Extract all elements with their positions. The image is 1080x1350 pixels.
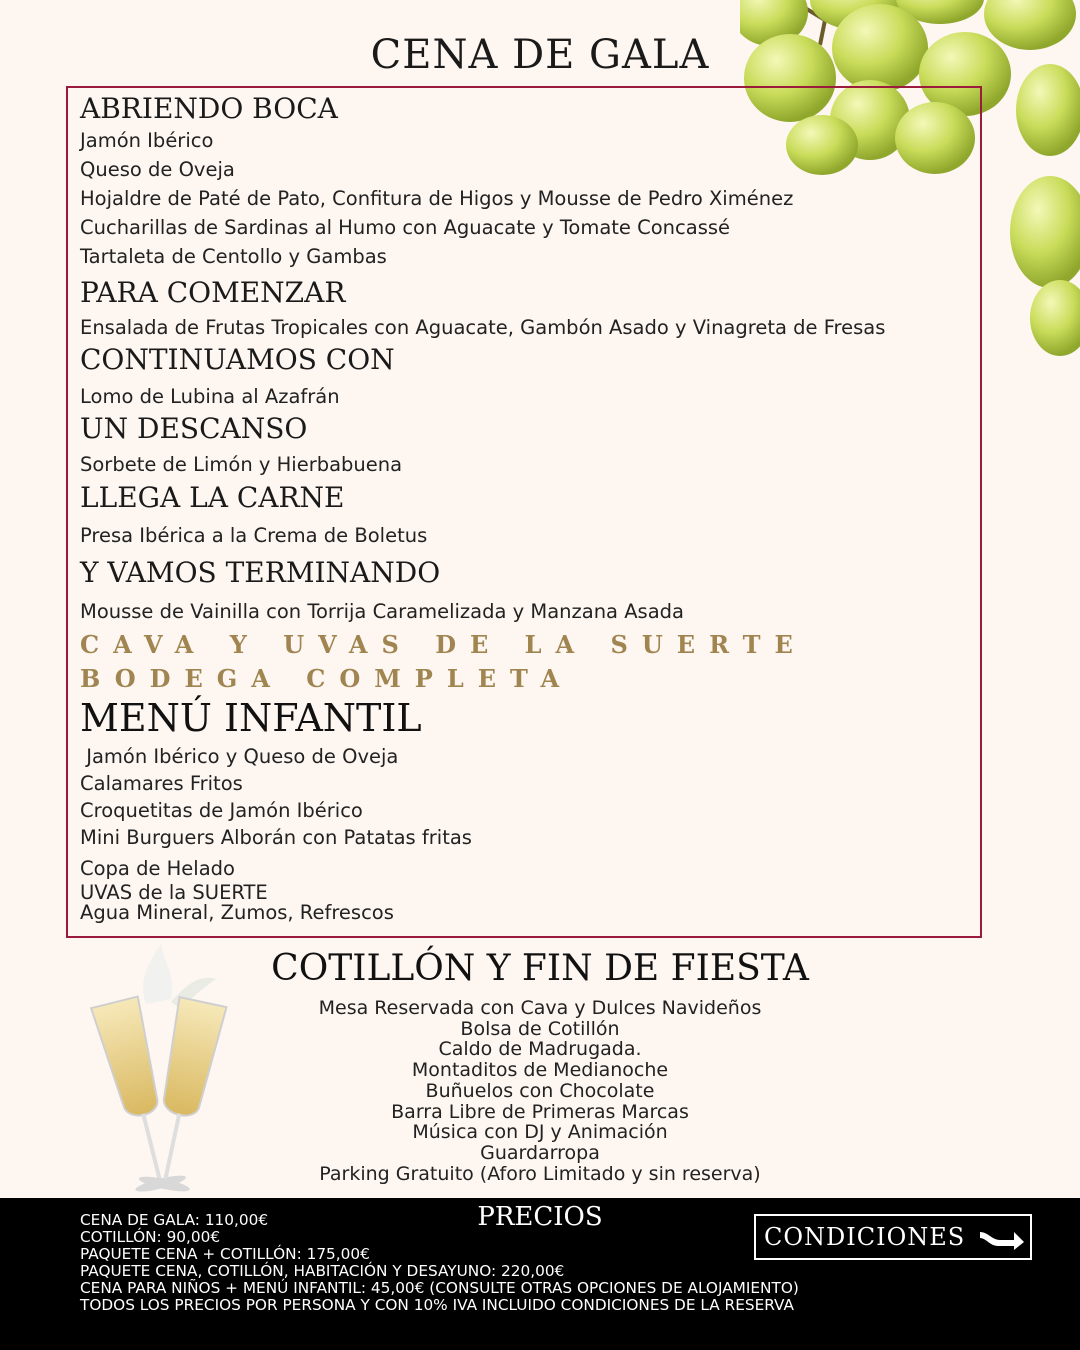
- menu-item: Cucharillas de Sardinas al Humo con Aguacate y Tomate Concassé: [80, 216, 731, 239]
- conditions-button[interactable]: [754, 1214, 1032, 1260]
- page-title: CENA DE GALA: [370, 32, 710, 78]
- drinks-line: BODEGA COMPLETA: [80, 664, 574, 693]
- menu-item: Hojaldre de Paté de Pato, Confitura de Higos y Mousse de Pedro Ximénez: [80, 187, 794, 210]
- section-heading: CONTINUAMOS CON: [80, 343, 395, 376]
- section-heading: UN DESCANSO: [80, 412, 308, 445]
- menu-item: Presa Ibérica a la Crema de Boletus: [80, 524, 428, 547]
- cotillon-item: Montaditos de Medianoche: [411, 1059, 669, 1082]
- price-line: CENA PARA NIÑOS + MENÚ INFANTIL: 45,00€ (CONSULTE OTRAS OPCIONES DE ALOJAMIENTO): [80, 1279, 799, 1297]
- price-line: TODOS LOS PRECIOS POR PERSONA Y CON 10% IVA INCLUIDO CONDICIONES DE LA RESERVA: [80, 1296, 794, 1314]
- kids-menu-item: Mini Burguers Alborán con Patatas fritas: [80, 826, 472, 849]
- menu-item: Jamón Ibérico: [80, 129, 214, 152]
- cotillon-item: Barra Libre de Primeras Marcas: [391, 1100, 689, 1123]
- price-line: COTILLÓN: 90,00€: [80, 1228, 221, 1246]
- prices-title: PRECIOS: [477, 1202, 603, 1232]
- price-line: PAQUETE CENA, COTILLÓN, HABITACIÓN Y DESAYUNO: 220,00€: [80, 1262, 565, 1280]
- menu-item: Tartaleta de Centollo y Gambas: [80, 245, 387, 268]
- cotillon-item: Mesa Reservada con Cava y Dulces Navideños: [318, 997, 762, 1019]
- kids-menu-item: Croquetitas de Jamón Ibérico: [80, 799, 363, 822]
- cotillon-item: Música con DJ y Animación: [412, 1121, 668, 1144]
- conditions-button-label: CONDICIONES: [764, 1223, 966, 1251]
- cotillon-list: [240, 998, 840, 1184]
- section-heading: PARA COMENZAR: [80, 276, 346, 309]
- kids-menu-item: Calamares Fritos: [80, 772, 243, 795]
- price-line: PAQUETE CENA + COTILLÓN: 175,00€: [80, 1245, 370, 1263]
- kids-menu-heading: MENÚ INFANTIL: [80, 696, 422, 740]
- menu-item: Mousse de Vainilla con Torrija Caramelizada y Manzana Asada: [80, 600, 684, 623]
- kids-menu-item: UVAS de la SUERTE: [80, 881, 268, 904]
- kids-menu-item: Copa de Helado: [80, 857, 235, 880]
- cotillon-item: Bolsa de Cotillón: [460, 1017, 620, 1040]
- menu-item: Queso de Oveja: [80, 158, 235, 181]
- arrow-right-icon: [978, 1224, 1026, 1252]
- prices-footer: [0, 1198, 1080, 1350]
- cotillon-item: Caldo de Madrugada.: [438, 1038, 642, 1061]
- menu-item: Sorbete de Limón y Hierbabuena: [80, 453, 403, 476]
- cotillon-item: Guardarropa: [480, 1141, 600, 1164]
- price-line: CENA DE GALA: 110,00€: [80, 1211, 269, 1229]
- section-heading: Y VAMOS TERMINANDO: [80, 556, 441, 589]
- section-heading: LLEGA LA CARNE: [80, 481, 345, 514]
- price-list: [80, 1212, 799, 1314]
- menu-item: Lomo de Lubina al Azafrán: [80, 385, 340, 408]
- kids-menu-item: Jamón Ibérico y Queso de Oveja: [80, 745, 399, 768]
- menu-item: Ensalada de Frutas Tropicales con Aguacate, Gambón Asado y Vinagreta de Fresas: [80, 316, 886, 339]
- kids-menu-item: Agua Mineral, Zumos, Refrescos: [80, 901, 394, 924]
- section-heading: ABRIENDO BOCA: [80, 92, 338, 125]
- drinks-line: CAVA Y UVAS DE LA SUERTE: [80, 630, 807, 659]
- cotillon-item: Parking Gratuito (Aforo Limitado y sin reserva): [319, 1162, 761, 1185]
- cotillon-item: Buñuelos con Chocolate: [425, 1079, 655, 1102]
- cotillon-title: COTILLÓN Y FIN DE FIESTA: [271, 948, 809, 989]
